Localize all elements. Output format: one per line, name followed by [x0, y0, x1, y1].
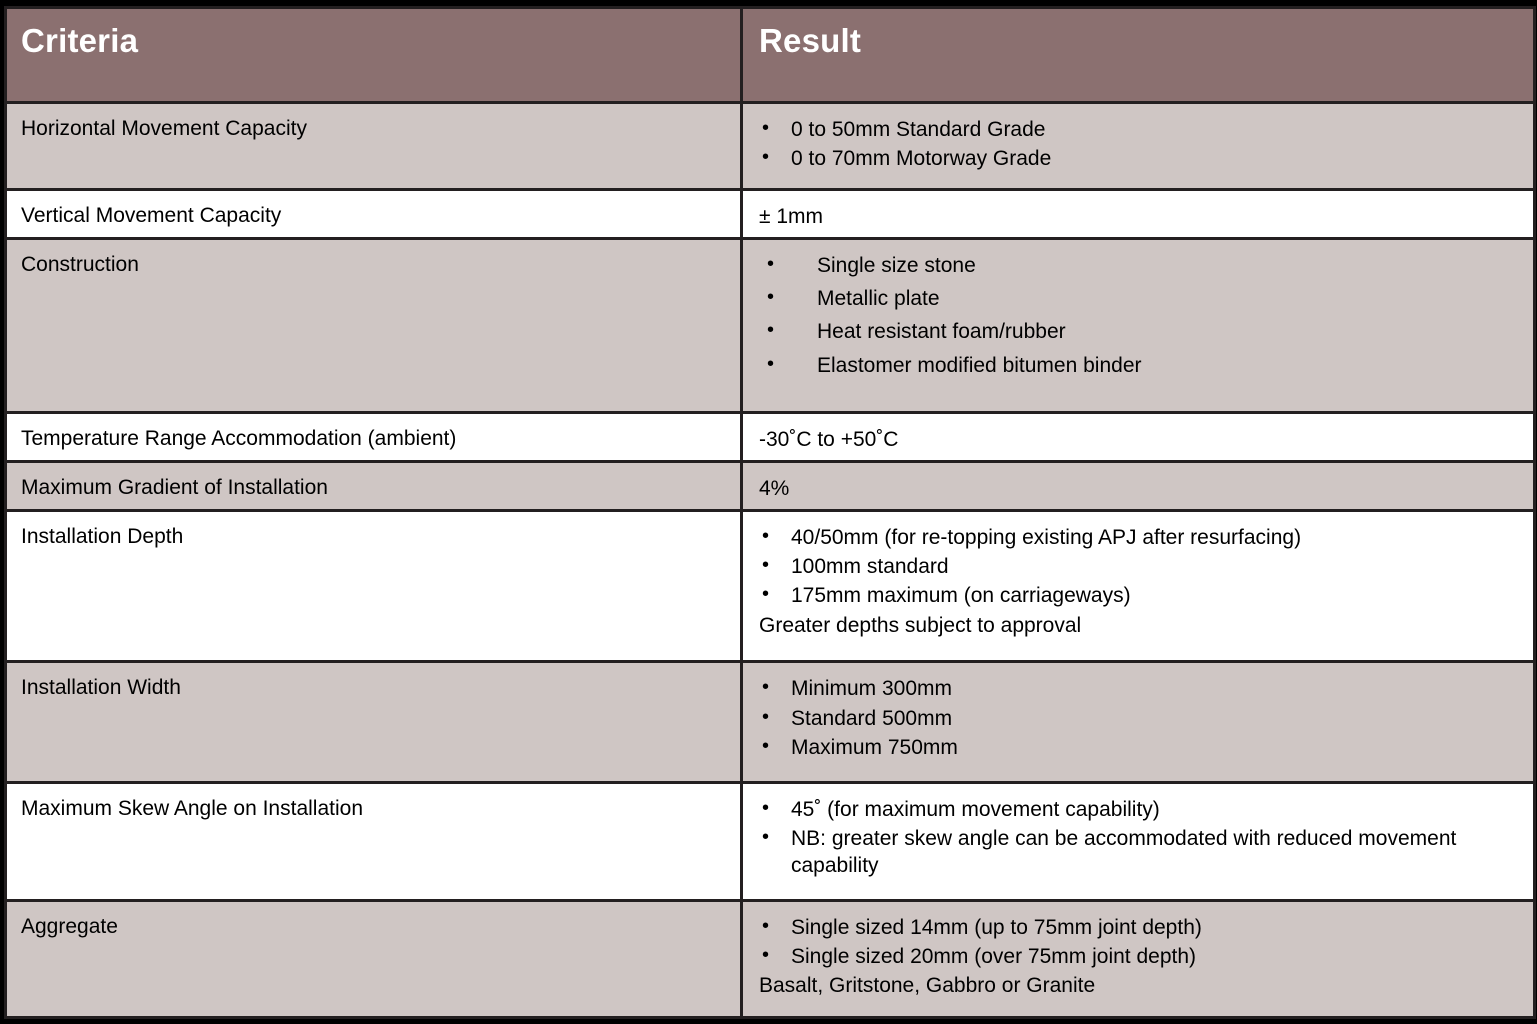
- criteria-label: Aggregate: [21, 914, 118, 938]
- criteria-cell: [6, 662, 742, 783]
- result-content: [759, 427, 1523, 453]
- criteria-cell: [6, 510, 742, 661]
- result-cell: [742, 900, 1535, 1017]
- result-cell: [742, 189, 1535, 238]
- result-bullet-item: • Single sized 14mm (up to 75mm joint depth): [759, 915, 1523, 941]
- result-content: [759, 204, 1523, 230]
- result-content: [759, 117, 1523, 173]
- result-bullet-item: • Standard 500mm: [759, 706, 1523, 732]
- table-row: [6, 662, 1535, 783]
- result-cell: [742, 783, 1535, 900]
- criteria-label: Installation Depth: [21, 524, 184, 548]
- result-note: Basalt, Gritstone, Gabbro or Granite: [759, 974, 1096, 998]
- column-header-result: [742, 8, 1535, 103]
- criteria-cell: [6, 461, 742, 510]
- result-cell: [742, 412, 1535, 461]
- result-bullet-item: • 100mm standard: [759, 554, 1523, 580]
- criteria-label: Installation Width: [21, 676, 181, 700]
- table-row: [6, 412, 1535, 461]
- criteria-label: Maximum Skew Angle on Installation: [21, 797, 363, 821]
- criteria-cell: [6, 900, 742, 1017]
- specification-table: [4, 6, 1536, 1019]
- table-header-row: [6, 8, 1535, 103]
- result-bullet-item: • NB: greater skew angle can be accommodated with reduced movement capability: [759, 826, 1523, 879]
- table-row: [6, 900, 1535, 1017]
- result-bullet-item: • 0 to 50mm Standard Grade: [759, 117, 1523, 143]
- result-value: 4%: [759, 476, 790, 500]
- table-row: [6, 783, 1535, 900]
- table-body: [6, 103, 1535, 1018]
- result-cell: [742, 103, 1535, 190]
- criteria-label: Maximum Gradient of Installation: [21, 475, 328, 499]
- criteria-cell: [6, 103, 742, 190]
- result-content: [759, 525, 1523, 639]
- table-row: [6, 189, 1535, 238]
- result-bullet-item: • Single size stone: [759, 253, 1523, 279]
- result-bullet-item: • 45˚ (for maximum movement capability): [759, 797, 1523, 823]
- table-header: [6, 8, 1535, 103]
- table-row: [6, 461, 1535, 510]
- result-bullet-list: [759, 253, 1523, 379]
- criteria-label: Vertical Movement Capacity: [21, 203, 282, 227]
- table-row: [6, 238, 1535, 412]
- result-bullet-item: • Maximum 750mm: [759, 735, 1523, 761]
- result-bullet-item: • Metallic plate: [759, 286, 1523, 312]
- result-content: [759, 676, 1523, 761]
- result-note: Greater depths subject to approval: [759, 613, 1082, 637]
- result-bullet-list: [759, 117, 1523, 173]
- result-value: -30˚C to +50˚C: [759, 427, 899, 451]
- criteria-cell: [6, 189, 742, 238]
- column-header-criteria-label: Criteria: [21, 22, 139, 59]
- result-bullet-item: • Minimum 300mm: [759, 676, 1523, 702]
- criteria-cell: [6, 783, 742, 900]
- table-row: [6, 103, 1535, 190]
- table-row: [6, 510, 1535, 661]
- result-content: [759, 476, 1523, 502]
- result-bullet-list: [759, 797, 1523, 879]
- result-bullet-item: • Heat resistant foam/rubber: [759, 319, 1523, 345]
- criteria-label: Construction: [21, 252, 139, 276]
- result-bullet-item: • 40/50mm (for re-topping existing APJ after resurfacing): [759, 525, 1523, 551]
- result-bullet-item: • Single sized 20mm (over 75mm joint depth): [759, 944, 1523, 970]
- result-cell: [742, 461, 1535, 510]
- result-bullet-item: • 175mm maximum (on carriageways): [759, 583, 1523, 609]
- column-header-criteria: [6, 8, 742, 103]
- criteria-label: Temperature Range Accommodation (ambient): [21, 426, 457, 450]
- result-cell: [742, 238, 1535, 412]
- result-content: [759, 253, 1523, 379]
- result-bullet-item: • 0 to 70mm Motorway Grade: [759, 146, 1523, 172]
- result-value: ± 1mm: [759, 204, 824, 228]
- result-cell: [742, 510, 1535, 661]
- criteria-cell: [6, 412, 742, 461]
- criteria-label: Horizontal Movement Capacity: [21, 117, 307, 140]
- result-bullet-item: • Elastomer modified bitumen binder: [759, 353, 1523, 379]
- result-bullet-list: [759, 676, 1523, 761]
- column-header-result-label: Result: [759, 22, 862, 59]
- result-bullet-list: [759, 915, 1523, 971]
- result-content: [759, 797, 1523, 879]
- result-content: [759, 915, 1523, 1000]
- criteria-cell: [6, 238, 742, 412]
- result-cell: [742, 662, 1535, 783]
- result-bullet-list: [759, 525, 1523, 610]
